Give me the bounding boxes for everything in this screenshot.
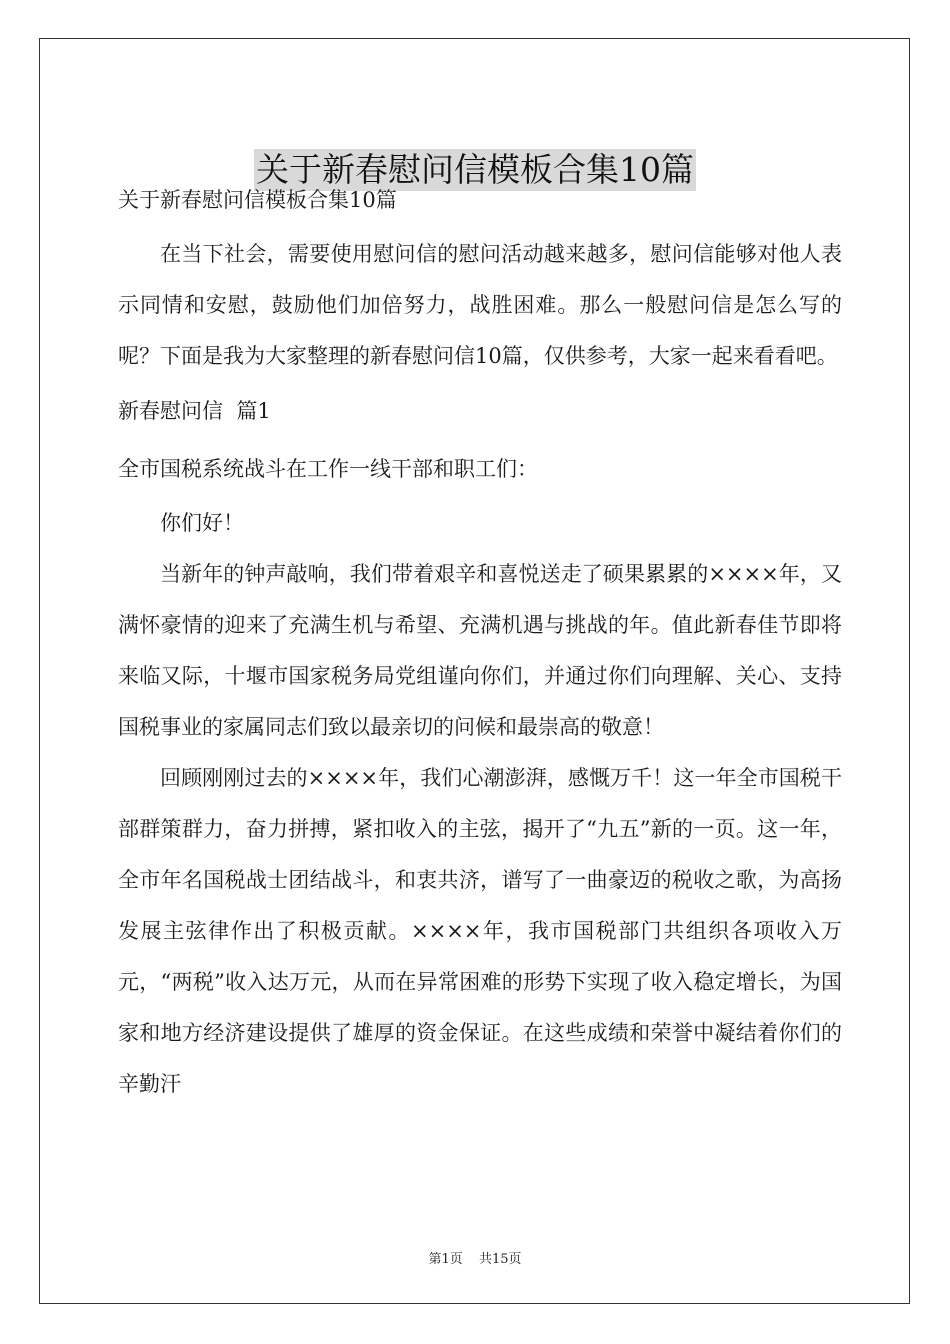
document-body xyxy=(118,184,842,1110)
document-title: 关于新春慰问信模板合集10篇 xyxy=(256,150,694,190)
document-subtitle: 关于新春慰问信模板合集10篇 xyxy=(118,188,397,212)
page-total: 共15页 xyxy=(478,1252,522,1267)
page-number: 第1页 xyxy=(428,1252,463,1267)
section-heading: 新春慰问信 篇1 xyxy=(118,399,271,423)
body-paragraph: 当新年的钟声敲响，我们带着艰辛和喜悦送走了硕果累累的××××年，又满怀豪情的迎来了充满生机与希望、充满机遇与挑战的年。值此新春佳节即将来临又际，十堰市国家税务局党组谨向你们，并通过你们向理解、关心、支持国税事业的家属同志们致以最亲切的问候和最崇高的敬意！ xyxy=(118,562,842,739)
intro-paragraph: 在当下社会，需要使用慰问信的慰问活动越来越多，慰问信能够对他人表示同情和安慰，鼓励他们加倍努力，战胜困难。那么一般慰问信是怎么写的呢？下面是我为大家整理的新春慰问信10篇，仅供参考，大家一起来看看吧。 xyxy=(118,242,842,368)
page-footer xyxy=(0,1248,950,1267)
greeting-line: 你们好！ xyxy=(160,511,244,535)
salutation-line: 全市国税系统战斗在工作一线干部和职工们： xyxy=(118,457,538,481)
body-paragraph: 回顾刚刚过去的××××年，我们心潮澎湃，感慨万千！这一年全市国税干部群策群力，奋力拼搏，紧扣收入的主弦，揭开了“九五”新的一页。这一年，全市年名国税战士团结战斗，和衷共济，谱写了一曲豪迈的税收之歌，为高扬发展主弦律作出了积极贡献。××××年，我市国税部门共组织各项收入万元，“两税”收入达万元，从而在异常困难的形势下实现了收入稳定增长，为国家和地方经济建设提供了雄厚的资金保证。在这些成绩和荣誉中凝结着你们的辛勤汗 xyxy=(118,766,842,1096)
